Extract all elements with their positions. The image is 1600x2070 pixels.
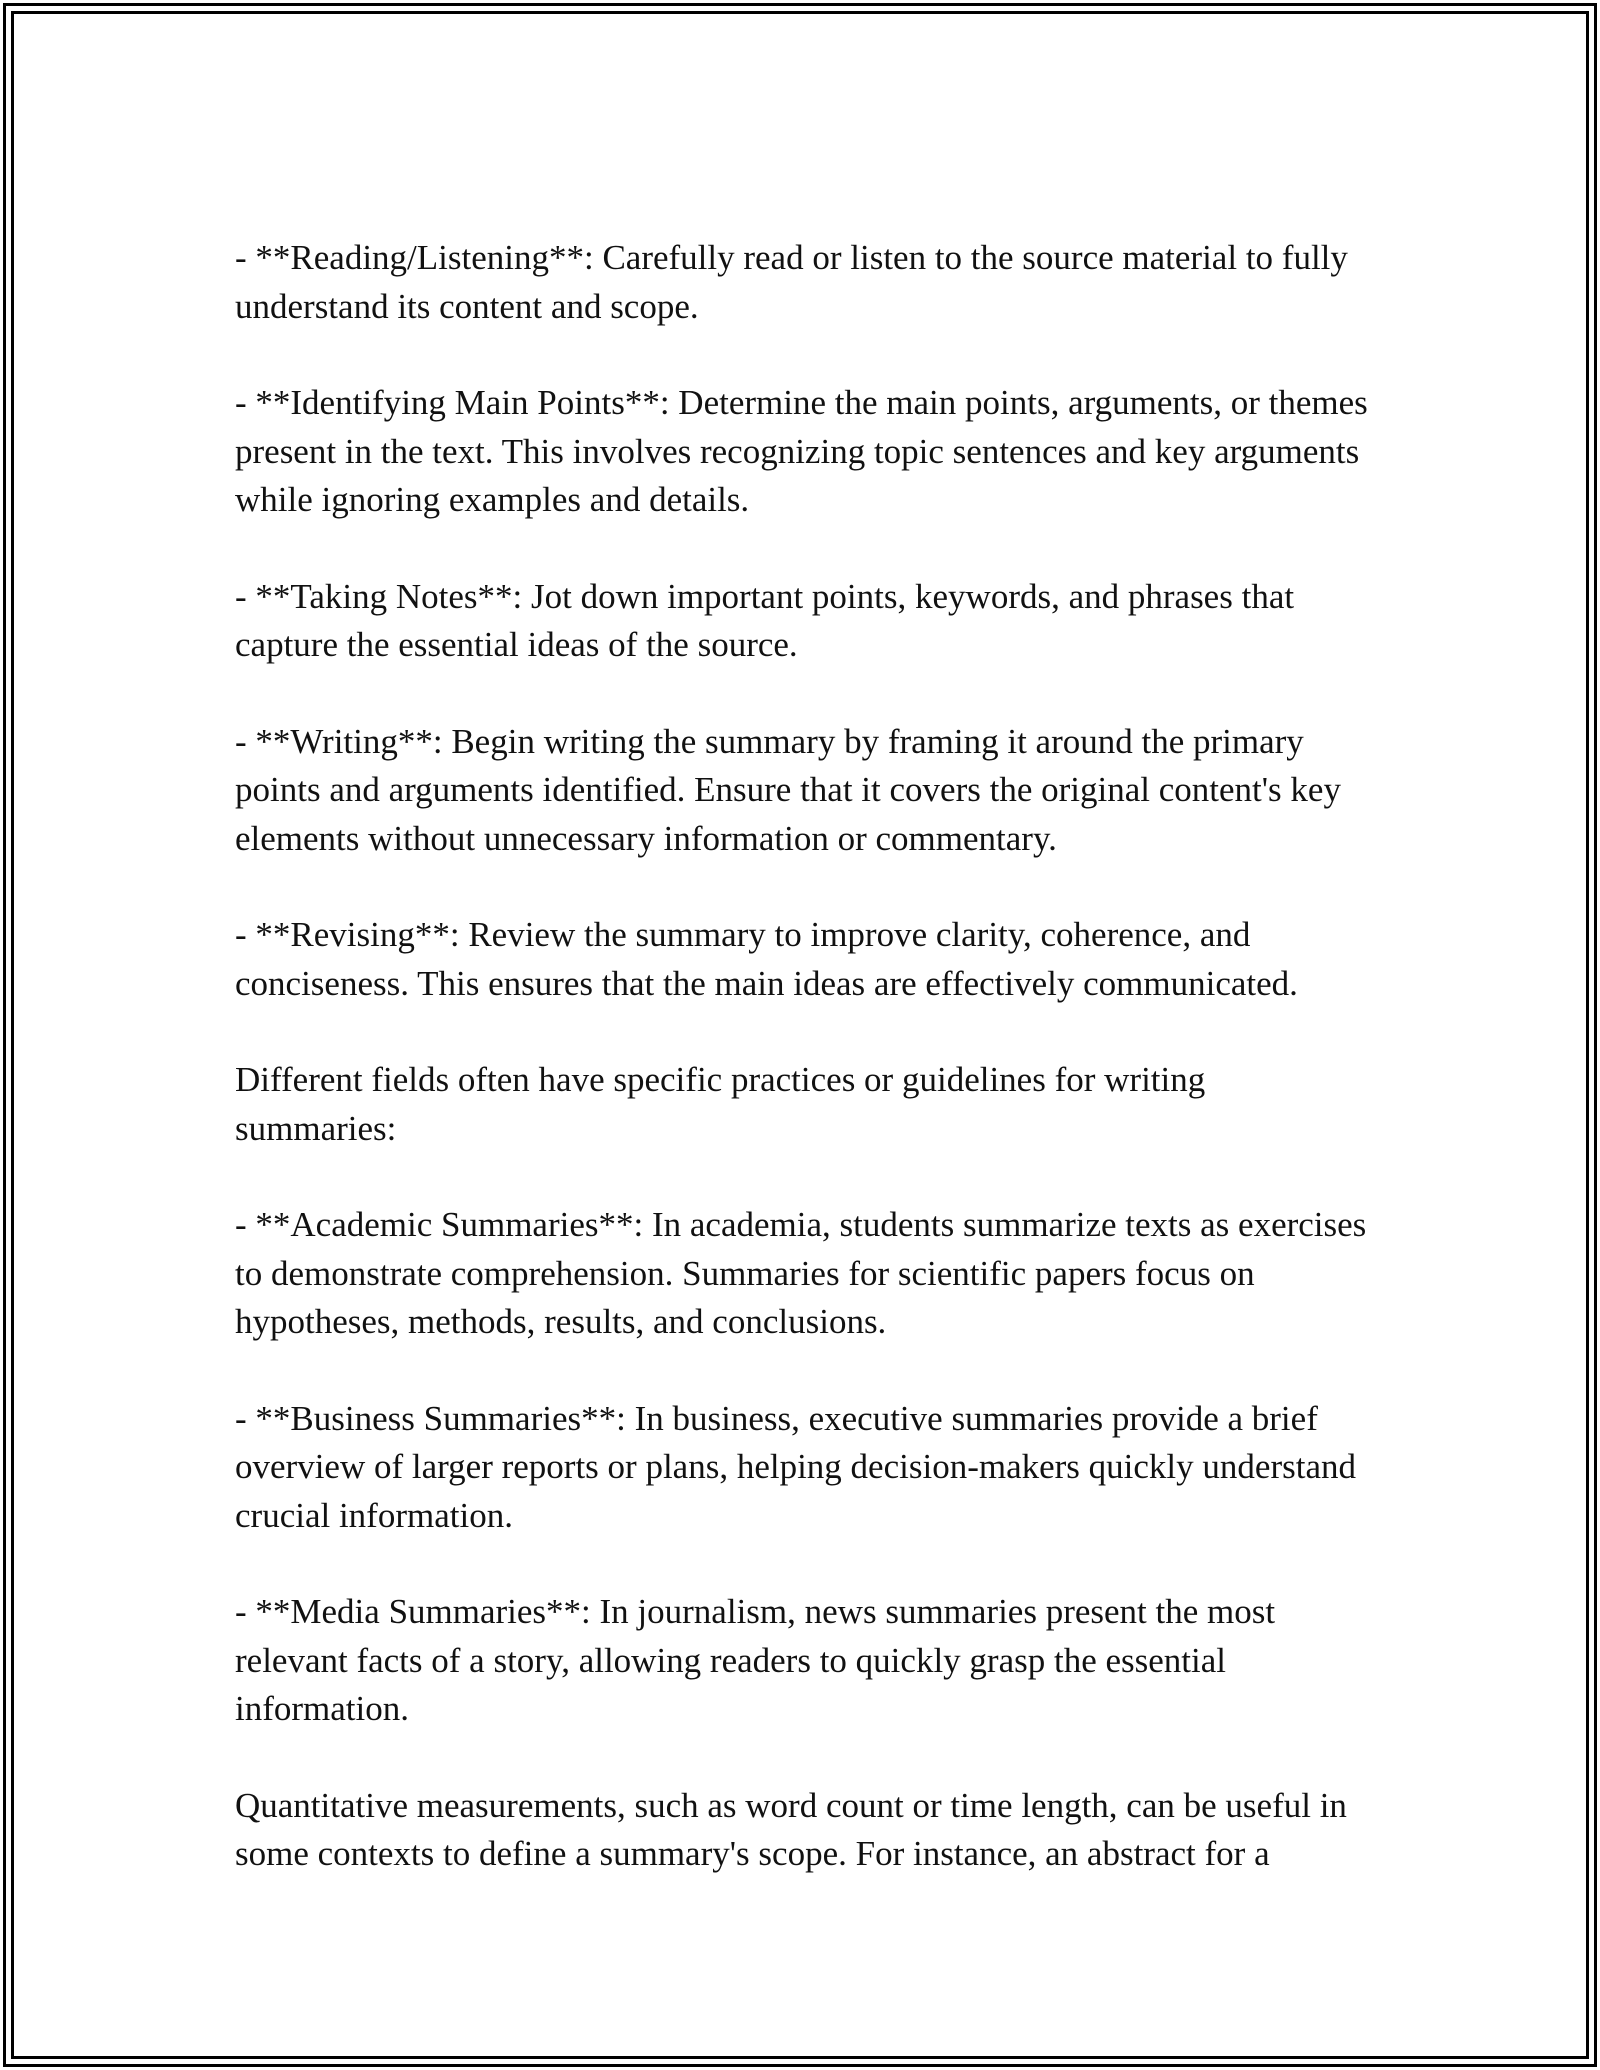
paragraph-taking-notes: - **Taking Notes**: Jot down important points, keywords, and phrases that capture the essential ideas of the source. (235, 576, 1295, 664)
paragraph-identifying-main-points: - **Identifying Main Points**: Determine the main points, arguments, or themes present in the text. This involves recognizing topic sentences and key arguments while ignoring examples and details. (235, 383, 1368, 519)
paragraph-different-fields: Different fields often have specific practices or guidelines for writing summaries: (235, 1060, 1206, 1148)
paragraph-business-summaries: - **Business Summaries**: In business, executive summaries provide a brief overview of larger reports or plans, helping decision-makers quickly understand crucial information. (235, 1398, 1356, 1535)
paragraph-reading-listening: - **Reading/Listening**: Carefully read or listen to the source material to fully understand its content and scope. (235, 238, 1348, 326)
paragraph-academic-summaries: - **Academic Summaries**: In academia, students summarize texts as exercises to demonstrate comprehension. Summaries for scientific papers focus on hypotheses, methods, results, and conclusions. (235, 1205, 1367, 1341)
document-body (235, 234, 1375, 1879)
paragraph-writing: - **Writing**: Begin writing the summary by framing it around the primary points and arguments identified. Ensure that it covers the original content's key elements without unnecessary information or commentary. (235, 721, 1341, 858)
paragraph-revising: - **Revising**: Review the summary to improve clarity, coherence, and conciseness. This ensures that the main ideas are effectively communicated. (235, 915, 1298, 1003)
paragraph-quantitative-measurements: Quantitative measurements, such as word count or time length, can be useful in some contexts to define a summary's scope. For instance, an abstract for a (235, 1785, 1347, 1873)
paragraph-media-summaries: - **Media Summaries**: In journalism, news summaries present the most relevant facts of a story, allowing readers to quickly grasp the essential information. (235, 1592, 1276, 1728)
